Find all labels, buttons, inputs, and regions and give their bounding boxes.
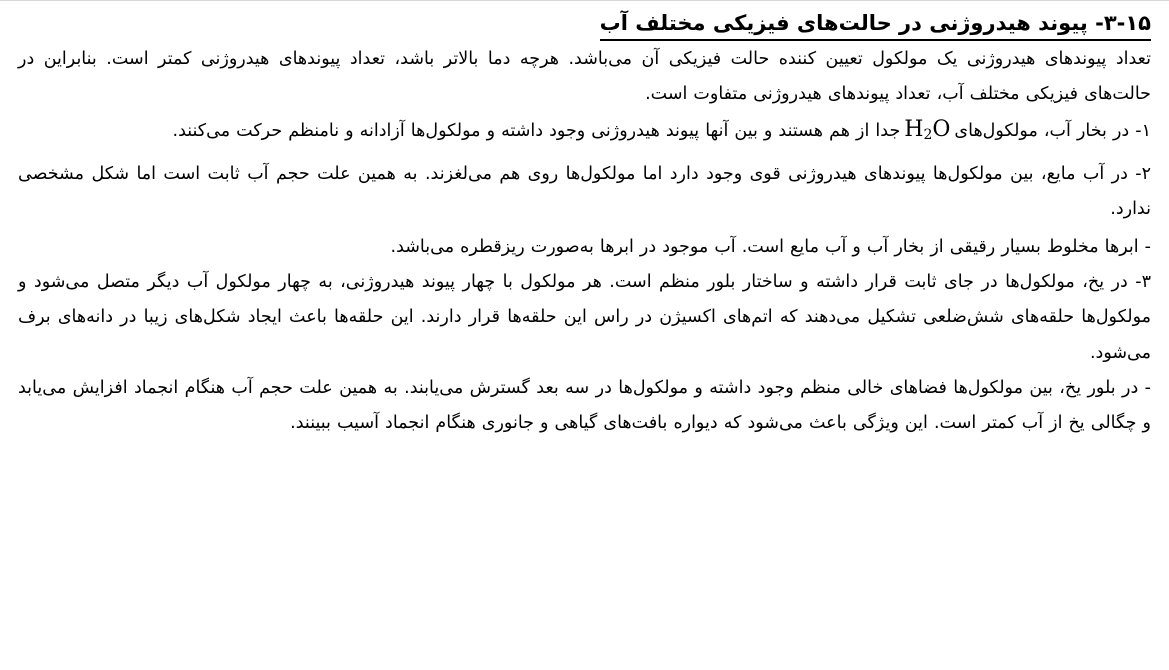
- h2o-formula-h: H: [904, 117, 924, 143]
- h2o-formula-subscript: 2: [923, 127, 933, 144]
- h2o-formula: [904, 112, 950, 153]
- section-heading: [18, 6, 1151, 40]
- vapor-text-before: ۱- در بخار آب، مولکول‌های: [954, 121, 1151, 142]
- ice-crystal-paragraph: - در بلور یخ، بین مولکول‌ها فضاهای خالی منظم وجود داشته و مولکول‌ها در سه بعد گسترش می‌یابند. به همین علت حجم آب هنگام انجماد افزایش می‌یابد و چگالی یخ از آب کمتر است. این ویژگی باعث می‌شود که دیواره بافت‌های گیاهی و جانوری هنگام انجماد آسیب ببینند.: [18, 377, 1151, 434]
- h2o-formula-o: O: [932, 117, 951, 143]
- ice-paragraph: ۳- در یخ، مولکول‌ها در جای ثابت قرار داشته و ساختار بلور منظم است. هر مولکول با چهار پیوند هیدروژنی، به چهار مولکول آب دیگر متصل می‌شود و مولکول‌ها حلقه‌های شش‌ضلعی تشکیل می‌دهند که اتم‌های اکسیژن در راس این حلقه‌ها قرار دارند. این حلقه‌ها باعث ایجاد شکل‌های زیبا در دانه‌های برف می‌شود.: [18, 272, 1151, 363]
- clouds-paragraph: - ابرها مخلوط بسیار رقیقی از بخار آب و آب مایع است. آب موجود در ابرها به‌صورت ریزقطره می‌باشد.: [390, 237, 1151, 258]
- vapor-paragraph: [18, 112, 1151, 153]
- section-heading-text: ۳-۱۵- پیوند هیدروژنی در حالت‌های فیزیکی مختلف آب: [600, 8, 1151, 41]
- vapor-text-after: جدا از هم هستند و بین آنها پیوند هیدروژنی وجود داشته و مولکول‌ها آزادانه و نامنظم حرکت می‌کنند.: [172, 121, 901, 142]
- liquid-paragraph: ۲- در آب مایع، بین مولکول‌ها پیوندهای هیدروژنی قوی وجود دارد اما مولکول‌ها روی هم می‌لغزند. به همین علت حجم آب ثابت است اما شکل مشخصی ندارد.: [18, 163, 1151, 219]
- intro-paragraph: تعداد پیوندهای هیدروژنی یک مولکول تعیین کننده حالت فیزیکی آن می‌باشد. هرچه دما بالاتر باشد، تعداد پیوندهای هیدروژنی کمتر است. بنابراین در حالت‌های فیزیکی مختلف آب، تعداد پیوندهای هیدروژنی متفاوت است.: [18, 49, 1151, 105]
